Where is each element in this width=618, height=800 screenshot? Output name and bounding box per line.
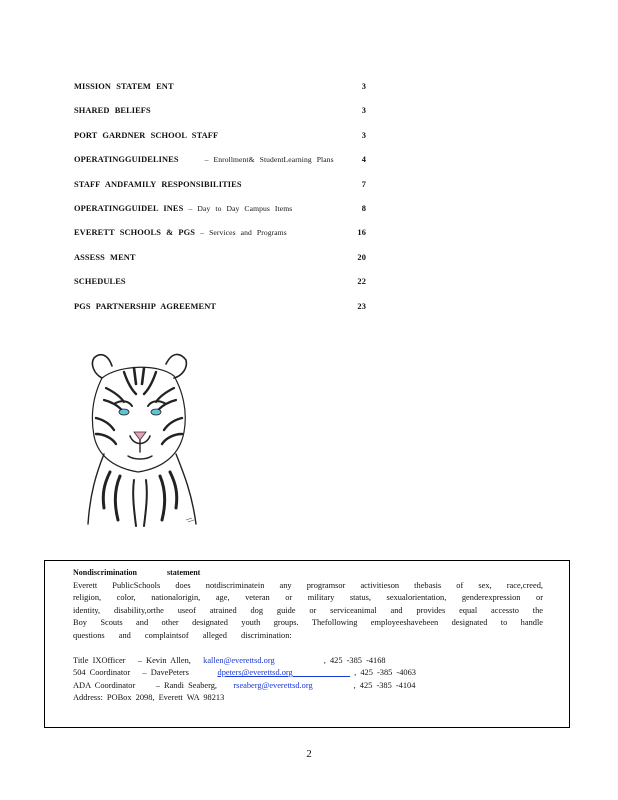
toc-entry — [74, 222, 370, 246]
notice-heading: Nondiscrimination statement — [73, 568, 201, 577]
nondiscrimination-notice — [44, 560, 570, 728]
toc-entry-page: 3 — [361, 106, 366, 116]
toc-entry-page: 23 — [357, 301, 366, 311]
toc-entry-title: SHARED BELIEFS — [74, 106, 151, 116]
toc-entry — [74, 149, 370, 173]
notice-line: Boy Scouts and other designated youth groups. Thefollowing employeeshavebeen designated to handle — [73, 618, 543, 628]
toc-entry-page: 3 — [361, 130, 366, 140]
address: Address: POBox 2098, Everett WA 98213 — [73, 693, 225, 703]
contact-name: – Randi Seaberg, — [155, 680, 218, 690]
toc-entry — [74, 296, 370, 320]
contact-role: 504 Coordinator — [73, 668, 131, 678]
toc-entry-title: SCHEDULES — [74, 277, 126, 287]
table-of-contents — [74, 76, 370, 320]
toc-entry-title: STAFF ANDFAMILY RESPONSIBILITIES — [74, 179, 242, 189]
contact-role: Title IXOfficer — [73, 655, 126, 665]
toc-entry — [74, 247, 370, 271]
contact-name: – Kevin Allen, — [137, 655, 191, 665]
notice-paragraph — [73, 580, 543, 643]
contact-phone: , 425 -385 -4104 — [353, 680, 416, 690]
contact-email-link[interactable]: dpeters@everettsd.org — [217, 668, 293, 678]
white-tiger-illustration — [74, 344, 206, 530]
toc-entry-title: OPERATINGGUIDEL INES – Day to Day Campus Items — [74, 203, 293, 213]
toc-entry-title: PORT GARDNER SCHOOL STAFF — [74, 130, 219, 140]
contact-email-link[interactable]: kallen@everettsd.org — [203, 655, 275, 665]
toc-entry-page: 16 — [357, 228, 366, 238]
toc-entry-title: PGS PARTNERSHIP AGREEMENT — [74, 301, 217, 311]
contact-row — [73, 655, 559, 668]
toc-entry — [74, 100, 370, 124]
toc-entry-title: MISSION STATEM ENT — [74, 82, 174, 91]
notice-line: religion, color, nationalorigin, age, veteran or military status, sexualorientation, genderexpression or — [73, 593, 543, 603]
contact-list — [73, 655, 559, 705]
contact-role: ADA Coordinator — [73, 680, 136, 690]
toc-entry-page: 22 — [357, 277, 366, 287]
toc-entry-title: EVERETT SCHOOLS & PGS – Services and Programs — [74, 228, 287, 238]
toc-entry-page: 8 — [361, 203, 366, 213]
toc-entry-page: 7 — [361, 179, 366, 189]
toc-entry-page: 3 — [361, 82, 366, 91]
contact-name: – DavePeters — [142, 668, 189, 678]
toc-entry — [74, 271, 370, 295]
page-number: 2 — [306, 748, 312, 760]
toc-entry-title: OPERATINGGUIDELINES – Enrollment& StudentLearning Plans — [74, 155, 334, 165]
contact-phone: , 425 -385 -4168 — [323, 655, 386, 665]
notice-line: Everett PublicSchools does notdiscriminatein any programsor activitieson thebasis of sex, race,creed, — [73, 580, 543, 590]
contact-phone: , 425 -385 -4063 — [354, 668, 416, 678]
toc-entry — [74, 198, 370, 222]
toc-entry-page: 4 — [361, 155, 366, 165]
contact-email-link[interactable]: rseaberg@everettsd.org — [233, 680, 313, 690]
contact-row — [73, 680, 559, 693]
toc-entry — [74, 174, 370, 198]
notice-line: questions and complaintsof alleged discrimination: — [73, 630, 292, 640]
contact-row — [73, 667, 559, 680]
toc-entry — [74, 76, 370, 100]
toc-entry-page: 20 — [357, 252, 366, 262]
notice-line: identity, disability,orthe useof atrained dog guide or serviceanimal and provides equal accessto the — [73, 605, 543, 615]
toc-entry-title: ASSESS MENT — [74, 252, 136, 262]
toc-entry — [74, 125, 370, 149]
